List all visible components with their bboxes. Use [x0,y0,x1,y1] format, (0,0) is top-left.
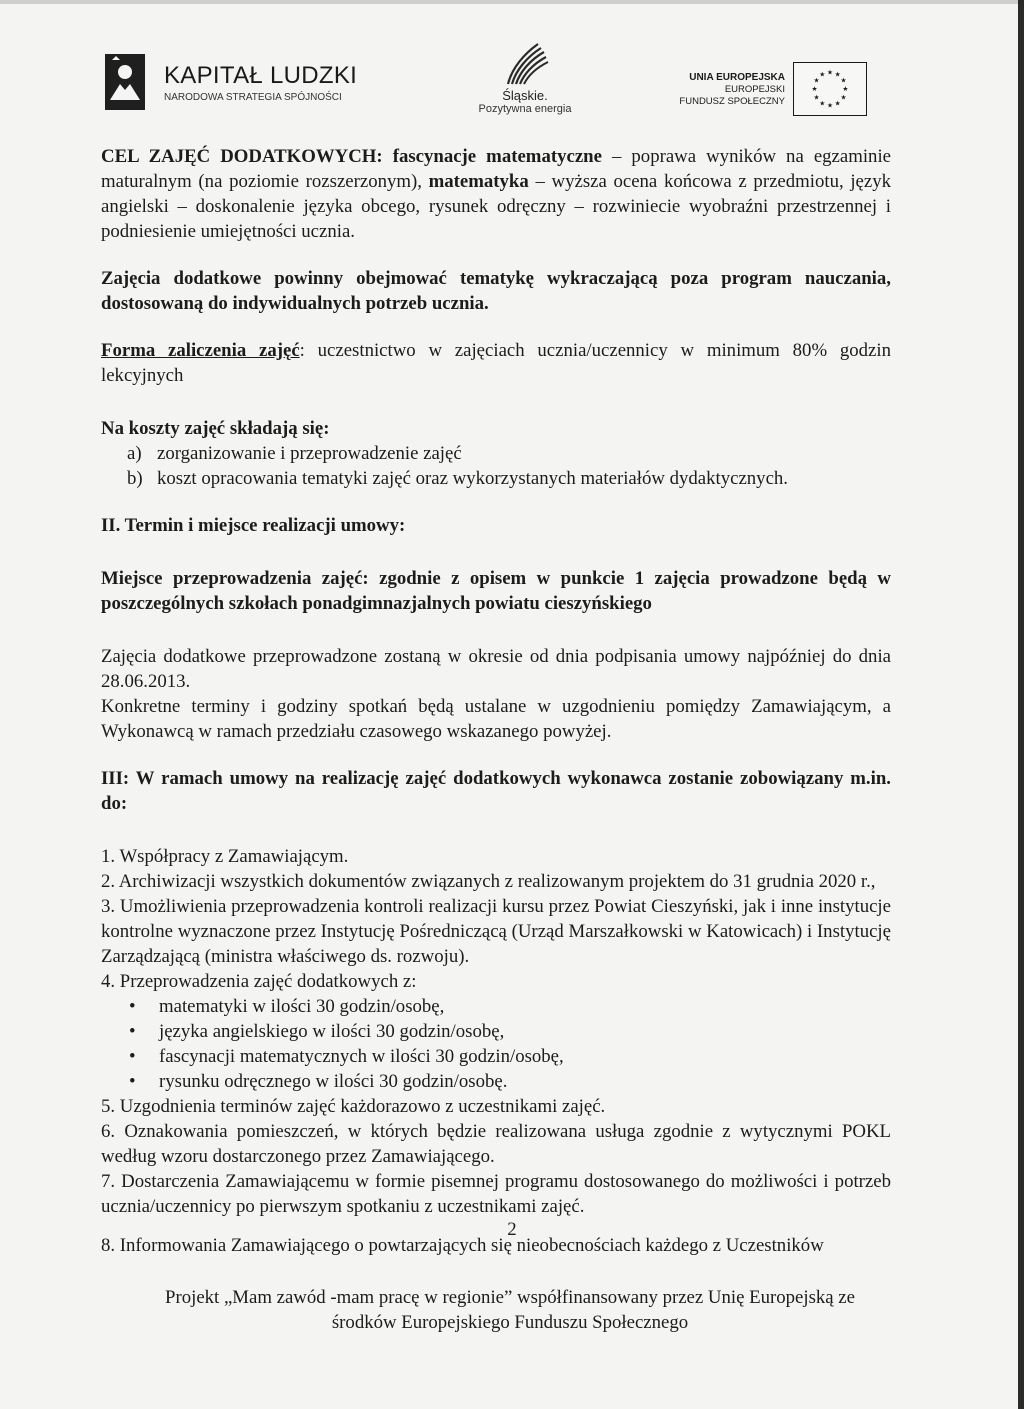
footer-line-2: środków Europejskiego Funduszu Społecznego [331,1312,689,1333]
obligation-item-8: 8. Informowania Zamawiającego o powtarzających się nieobecnościach każdego z Uczestników [101,1235,824,1256]
svg-text:★: ★ [811,84,818,93]
koszty-heading-text: Na koszty zajęć składają się: [101,418,330,439]
document-body [101,144,891,1258]
svg-text:★: ★ [813,93,820,102]
subject-bullet-item: • matematyki w ilości 30 godzin/osobę, [129,994,891,1019]
svg-text:★: ★ [819,99,826,108]
page-number: 2 [507,1219,517,1240]
cel-subject-2: matematyka [428,171,529,192]
svg-text:★: ★ [840,76,847,85]
obligation-item-2: 2. Archiwizacji wszystkich dokumentów związanych z realizowanym projektem do 31 grudnia 2020 r., [101,871,876,892]
obligation-item-1: 1. Współpracy z Zamawiającym. [101,846,349,867]
slaskie-wave-icon [490,40,550,88]
miejsce-text: Miejsce przeprowadzenia zajęć: zgodnie z opisem w punkcie 1 zajęcia prowadzone będą w poszczególnych szkołach ponadgimnazjalnych powiatu cieszyńskiego [101,568,891,614]
eu-logo-text [679,72,785,108]
svg-text:★: ★ [834,70,841,79]
eu-flag-icon [793,62,867,116]
svg-text:★: ★ [840,93,847,102]
slaskie-logo [470,40,580,122]
cel-text-1: – poprawa wyników na egzaminie maturalnym (na poziomie rozszerzonym), [101,146,891,192]
termin-paragraph-1: Zajęcia dodatkowe przeprowadzone zostaną w okresie od dnia podpisania umowy najpóźniej do dnia 28.06.2013. [101,646,891,692]
svg-text:★: ★ [834,99,841,108]
svg-text:★: ★ [842,84,849,93]
koszty-item [127,441,891,466]
section-3-heading-text: III: W ramach umowy na realizację zajęć dodatkowych wykonawca zostanie zobowiązany m.in. do: [101,768,891,814]
cel-text-2: – wyższa ocena końcowa z przedmiotu, język angielski – doskonalenie języka obcego, rysunek odręczny – rozwiniecie wyobraźni przestrzennej i podniesienie umiejętności ucznia. [101,171,892,242]
koszty-item-text: koszt opracowania tematyki zajęć oraz wykorzystanych materiałów dydaktycznych. [157,468,788,489]
scan-border-right [1018,0,1024,1409]
footer-line-1: Projekt „Mam zawód -mam pracę w regionie” współfinansowany przez Unię Europejską ze [165,1287,855,1308]
termin-paragraph-2: Konkretne terminy i godziny spotkań będą ustalane w uzgodnieniu pomiędzy Zamawiającym, a Wykonawcą w ramach przedziału czasowego wskazanego powyżej. [101,696,891,742]
eu-logo [675,58,867,120]
miejsce-paragraph [101,566,891,616]
koszty-item-label: a) [127,443,142,464]
logo-title: KAPITAŁ LUDZKI [164,62,358,89]
cel-label: CEL ZAJĘĆ DODATKOWYCH: [101,146,383,167]
logo-name: Śląskie. [502,88,548,103]
forma-text: : uczestnictwo w zajęciach ucznia/uczennicy w minimum 80% godzin lekcyjnych [101,340,891,386]
koszty-item-text: zorganizowanie i przeprowadzenie zajęć [157,443,462,464]
eu-line-2: EUROPEJSKI [724,84,785,95]
eu-line-3: FUNDUSZ SPOŁECZNY [679,96,785,107]
obligation-item-7: 7. Dostarczenia Zamawiającemu w formie pisemnej programu dostosowanego do możliwości i potrzeb ucznia/uczennicy po pierwszym spotkaniu z uczestnikami zajęć. [101,1171,891,1217]
svg-text:★: ★ [813,76,820,85]
obligation-item-5: 5. Uzgodnienia terminów zajęć każdorazowo z uczestnikami zajęć. [101,1096,606,1117]
zajecia-note [101,266,891,316]
subject-bullet-item: • fascynacji matematycznych w ilości 30 godzin/osobę, [129,1044,891,1069]
koszty-item-label: b) [127,468,143,489]
subjects-bullet-list [101,994,891,1094]
koszty-heading [101,416,891,441]
svg-text:★: ★ [826,68,834,77]
logo-tagline: Pozytywna energia [478,103,572,115]
logo-subtitle: NARODOWA STRATEGIA SPÓJNOŚCI [164,92,342,103]
kapital-ludzki-logo [102,50,358,112]
forma-label: Forma zaliczenia zajęć [101,340,300,361]
koszty-item [127,466,891,491]
section-3-heading [101,766,891,816]
koszty-list [101,441,891,491]
kapital-ludzki-emblem-icon [102,50,148,112]
obligation-item-4: 4. Przeprowadzenia zajęć dodatkowych z: [101,971,417,992]
cel-subject-1: fascynacje matematyczne [392,146,602,167]
obligation-item-3: 3. Umożliwienia przeprowadzenia kontroli realizacji kursu przez Powiat Cieszyński, jak i inne instytucje kontrolne wyznaczone przez Instytucję Pośredniczącą (Urząd Marszałkowski w Katowicach) i Instytucję Zarządzającą (ministra właściwego ds. rozwoju). [101,896,891,967]
forma-paragraph [101,338,891,388]
section-2-heading [101,513,891,538]
subject-bullet-item: • rysunku odręcznego w ilości 30 godzin/osobę. [129,1069,891,1094]
cel-paragraph [101,144,891,244]
subject-bullet-item: • języka angielskiego w ilości 30 godzin/osobę, [129,1019,891,1044]
eu-line-1: UNIA EUROPEJSKA [689,72,785,83]
footer [90,1285,930,1335]
svg-text:★: ★ [819,70,826,79]
svg-text:★: ★ [826,101,834,110]
section-2-heading-text: II. Termin i miejsce realizacji umowy: [101,515,406,536]
obligation-item-6: 6. Oznakowania pomieszczeń, w których będzie realizowana usługa zgodnie z wytycznymi POKL według wzoru dostarczonego przez Zamawiającego. [101,1121,891,1167]
zajecia-note-text: Zajęcia dodatkowe powinny obejmować tematykę wykraczającą poza program nauczania, dostosowaną do indywidualnych potrzeb ucznia. [101,268,891,314]
scan-border-top [0,0,1024,4]
